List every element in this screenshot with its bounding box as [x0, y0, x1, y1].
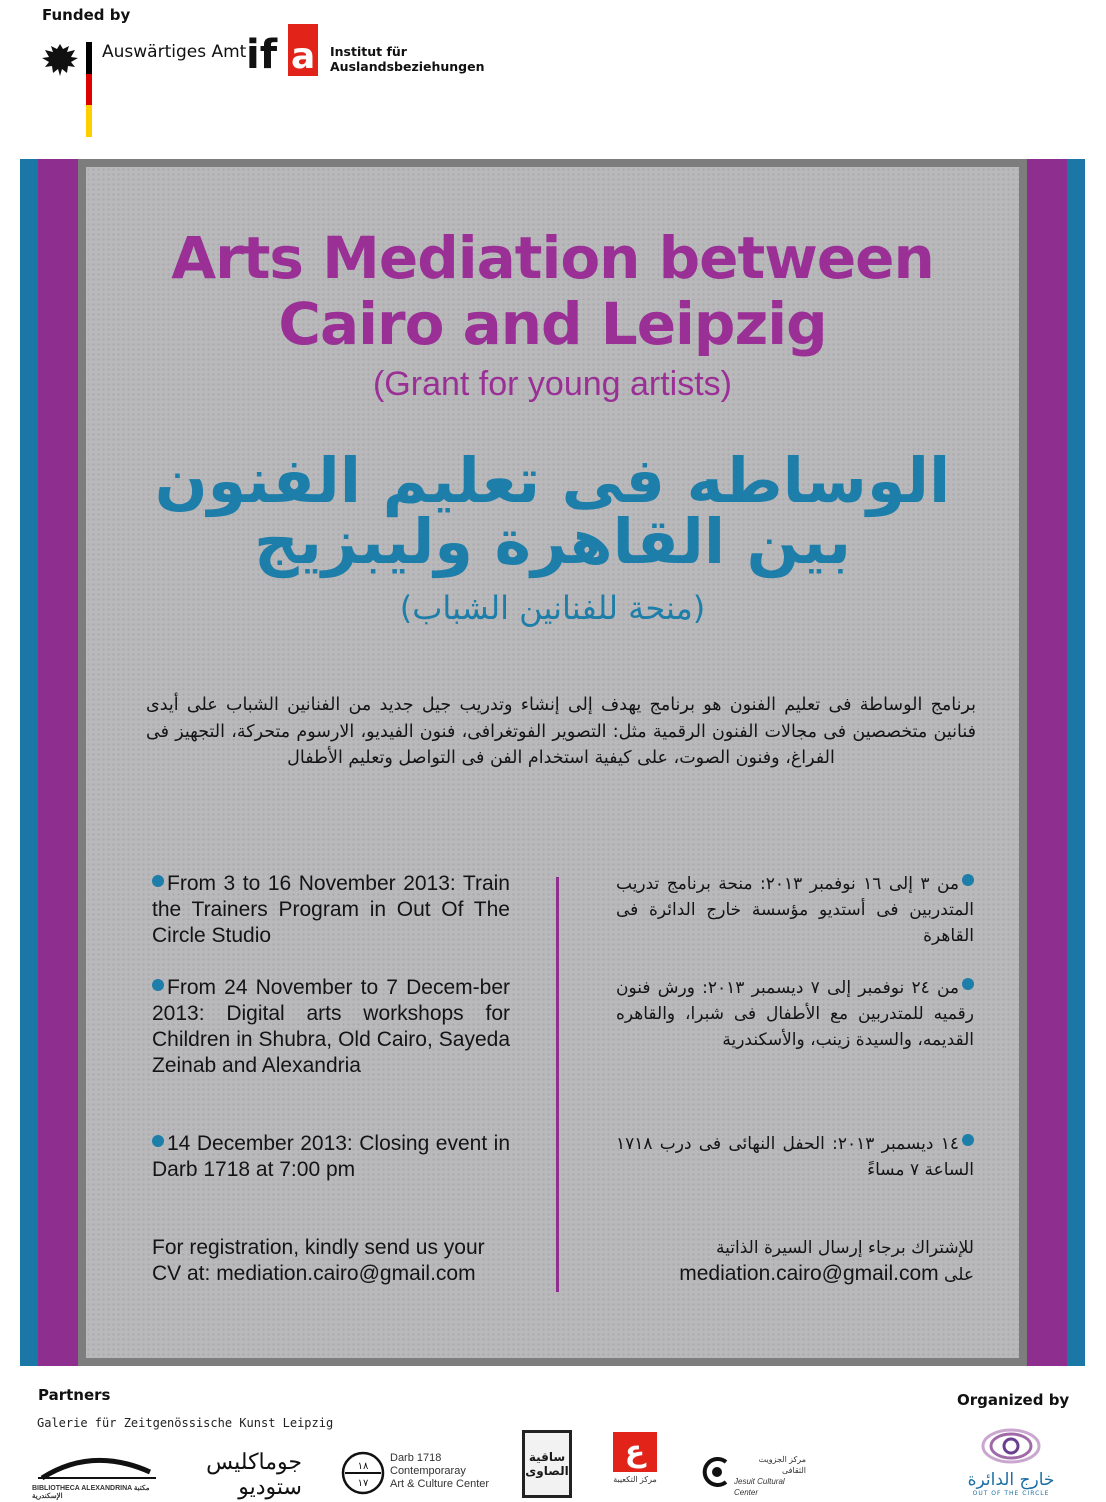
title-english-line1: Arts Mediation between — [171, 224, 934, 292]
title-english-line2: Cairo and Leipzig — [278, 290, 827, 358]
en-registration: For registration, kindly send us your CV at: mediation.cairo@gmail.com — [152, 1236, 485, 1285]
en-item-1-text: From 3 to 16 November 2013: Train the Trainers Program in Out Of The Circle Studio — [152, 872, 510, 947]
darb-circle-icon — [340, 1450, 386, 1496]
svg-text:١٨: ١٨ — [357, 1461, 369, 1472]
jesuit-en: Jesuit Cultural Center — [734, 1477, 785, 1497]
ifa-name-line1: Institut für — [330, 44, 407, 59]
en-item-3-text: 14 December 2013: Closing event in Darb 1718 at 7:00 pm — [152, 1132, 510, 1181]
galerie-leipzig-label: Galerie für Zeitgenössische Kunst Leipzig — [37, 1416, 334, 1430]
bibalex-arc-icon — [32, 1452, 162, 1480]
intro-arabic-paragraph: برنامج الوساطة فى تعليم الفنون هو برنامج يهدف إلى إنشاء وتدريب جيل جديد من الفنانين الشباب على أيدى فنانين متخصصين فى مجالات الفنون الرقمية مثل: التصوير الفوتغرافى، فنون الفيديو، الارسوم متحركة، التجهيز فى الفراغ، وفنون الصوت، على كيفية استخدام الفن فى التواصل وتعليم الأطفال — [146, 695, 976, 768]
ar-item-3-text: ١٤ ديسمبر ٢٠١٣: الحفل النهائى فى درب ١٧١٨ الساعة ٧ مساءً — [616, 1134, 974, 1180]
bullet-icon — [152, 1135, 164, 1147]
subtitle-english: (Grant for young artists) — [372, 365, 732, 403]
svg-text:١٧: ١٧ — [357, 1478, 369, 1489]
out-of-the-circle-logo — [966, 1426, 1056, 1502]
organized-by-label: Organized by — [957, 1391, 1070, 1409]
column-divider — [556, 877, 559, 1292]
en-item-2 — [152, 975, 510, 1079]
bullet-icon — [962, 874, 974, 886]
tekeya-name: مركز التكعيبة — [613, 1475, 657, 1484]
bibalex-ar: مكتبة الإسكندرية — [32, 1485, 150, 1500]
en-item-2-text: From 24 November to 7 Decem-ber 2013: Digital arts workshops for Children in Shubra, Old Cairo, Sayeda Zeinab and Alexandria — [152, 976, 510, 1077]
ar-item-1-text: من ٣ إلى ١٦ نوفمبر ٢٠١٣: منحة برنامج تدريب المتدربين فى أستديو مؤسسة خارج الدائرة فى القاهرة — [616, 874, 974, 946]
bullet-icon — [152, 875, 164, 887]
german-flag-stripe — [86, 42, 92, 137]
darb-name: Darb 1718 — [390, 1452, 442, 1464]
bibalex-logo — [32, 1452, 162, 1498]
eye-circle-icon — [980, 1426, 1042, 1466]
partners-label: Partners — [38, 1386, 111, 1404]
bibalex-en: BIBLIOTHECA ALEXANDRINA — [32, 1485, 132, 1492]
organizer-en: OUT OF THE CIRCLE — [972, 1490, 1050, 1497]
jesuit-mark-icon — [700, 1454, 732, 1490]
ifa-logo — [246, 22, 320, 78]
sakia-logo: ساقية الصاوى — [522, 1430, 572, 1498]
ar-registration — [616, 1235, 974, 1288]
ar-registration-line1: للإشتراك برجاء إرسال السيرة الذاتية — [716, 1238, 974, 1258]
svg-text:a: a — [291, 36, 316, 77]
ar-registration-prefix: على — [944, 1265, 974, 1285]
tekeya-logo — [604, 1432, 666, 1498]
ifa-name-line2: Auslandsbeziehungen — [330, 59, 485, 74]
auswaertiges-amt-label: Auswärtiges Amt — [102, 42, 247, 62]
federal-eagle-icon — [40, 40, 80, 80]
tekeya-mark-icon: ع — [613, 1432, 657, 1472]
darb1718-logo — [340, 1450, 510, 1496]
ar-item-2-text: من ٢٤ نوفمبر إلى ٧ ديسمبر ٢٠١٣: ورش فنون رقميه للمتدربين مع الأطفال فى شبرا، والقاهره القديمه، والسيدة زينب، والأسكندرية — [616, 978, 974, 1050]
darb-line2: Contemporaray — [390, 1465, 466, 1477]
organizer-ar: خارج الدائرة — [967, 1470, 1055, 1490]
jesuit-ar: مركز الجزويت الثقافى — [758, 1455, 806, 1475]
darb-line3: Art & Culture Center — [390, 1478, 490, 1490]
jesuit-logo — [700, 1452, 806, 1496]
ar-item-1 — [616, 871, 974, 949]
ifa-name — [330, 44, 485, 74]
bullet-icon — [962, 1134, 974, 1146]
poster-panel — [86, 167, 1019, 1358]
en-item-3 — [152, 1131, 510, 1183]
title-arabic-line2: بين القاهرة وليبزيج — [253, 505, 852, 578]
funded-by-label: Funded by — [42, 6, 131, 24]
studio-logo: جوماكليس ستوديو — [206, 1450, 302, 1500]
ar-registration-email: mediation.cairo@gmail.com — [679, 1262, 939, 1285]
bullet-icon — [152, 979, 164, 991]
bullet-icon — [962, 978, 974, 990]
title-arabic-line1: الوساطه فى تعليم الفنون — [154, 444, 951, 517]
ar-item-3 — [616, 1131, 974, 1183]
ar-item-2 — [616, 975, 974, 1053]
subtitle-arabic: (منحة للفنانين الشباب) — [399, 589, 706, 627]
en-item-1 — [152, 871, 510, 949]
svg-text:if: if — [246, 32, 278, 78]
poster-frame — [20, 159, 1085, 1366]
